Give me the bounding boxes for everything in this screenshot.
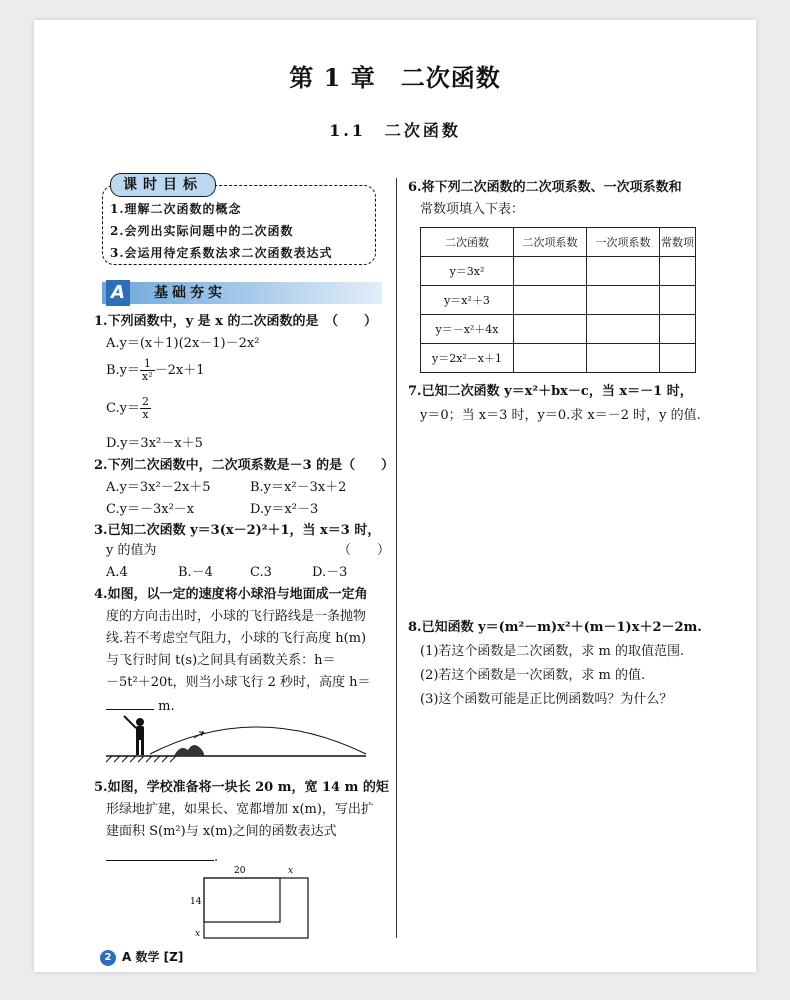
q8-part-2: (2)若这个函数是一次函数，求 m 的值. bbox=[420, 668, 646, 683]
table-cell-function: y＝2x²－x＋1 bbox=[421, 344, 514, 373]
fig-label-20: 20 bbox=[234, 866, 246, 876]
golfer-icon bbox=[124, 716, 144, 755]
q3-option-a: A.4 bbox=[106, 565, 128, 580]
page-number: 2 bbox=[100, 950, 116, 966]
table-cell-blank[interactable] bbox=[660, 286, 696, 315]
q1-option-a: A.y＝(x＋1)(2x－1)－2x² bbox=[106, 336, 260, 351]
q1-option-b: B.y＝ $\frac{1}{\text{x²}}$ －2x＋1 bbox=[106, 357, 205, 383]
table-header: 常数项 bbox=[660, 228, 696, 257]
table-cell-function: y＝3x² bbox=[421, 257, 514, 286]
section-banner-title: 基础夯实 bbox=[154, 285, 226, 301]
table-cell-function: y＝－x²＋4x bbox=[421, 315, 514, 344]
golf-parabola-figure bbox=[106, 710, 376, 770]
q5-line-3: 建面积 S(m²)与 x(m)之间的函数表达式 bbox=[106, 824, 337, 839]
q7-line-2: y＝0；当 x＝3 时，y＝0.求 x＝－2 时，y 的值. bbox=[420, 408, 701, 423]
table-row bbox=[421, 344, 696, 373]
table-row bbox=[421, 257, 696, 286]
q2-stem: 2.下列二次函数中，二次项系数是－3 的是（ ） bbox=[94, 458, 395, 473]
table-cell-blank[interactable] bbox=[660, 257, 696, 286]
table-cell-blank[interactable] bbox=[587, 257, 660, 286]
objective-item: 1.理解二次函数的概念 bbox=[110, 202, 242, 216]
fig-label-14: 14 bbox=[190, 897, 202, 907]
table-header: 一次项系数 bbox=[587, 228, 660, 257]
table-header: 二次函数 bbox=[421, 228, 514, 257]
objective-item: 2.会列出实际问题中的二次函数 bbox=[110, 224, 294, 238]
table-cell-blank[interactable] bbox=[587, 315, 660, 344]
table-cell-blank[interactable] bbox=[660, 344, 696, 373]
rectangle-figure bbox=[190, 862, 314, 944]
section-banner bbox=[102, 282, 382, 304]
table-cell-blank[interactable] bbox=[660, 315, 696, 344]
q5-line-2: 形绿地扩建，如果长、宽都增加 x(m)，写出扩 bbox=[106, 802, 374, 817]
q8-stem: 8.已知函数 y＝(m²－m)x²＋(m－1)x＋2－2m. bbox=[408, 620, 702, 635]
q1-option-c: C.y＝ $\frac{2}{x}$ bbox=[106, 395, 149, 421]
coefficient-table bbox=[420, 227, 696, 373]
q4-line-2: 度的方向击出时，小球的飞行路线是一条抛物 bbox=[106, 609, 367, 624]
q4-answer-line: m. bbox=[106, 695, 175, 717]
q4-line-5: －5t²＋20t，则当小球飞行 2 秒时，高度 h＝ bbox=[106, 675, 371, 690]
table-cell-blank[interactable] bbox=[587, 344, 660, 373]
q3-answer-paren: （ ） bbox=[338, 543, 391, 558]
q6-line-1: 6.将下列二次函数的二次项系数、一次项系数和 bbox=[408, 180, 682, 195]
q3-option-d: D.－3 bbox=[312, 565, 348, 580]
chapter-title: 第 1 章 二次函数 bbox=[289, 63, 501, 92]
fig-label-x-top: x bbox=[288, 866, 294, 876]
textbook-page bbox=[34, 20, 756, 972]
q2-option-c: C.y＝－3x²－x bbox=[106, 502, 195, 517]
table-row bbox=[421, 286, 696, 315]
q2-option-a: A.y＝3x²－2x＋5 bbox=[106, 480, 211, 495]
q8-part-1: (1)若这个函数是二次函数，求 m 的取值范围. bbox=[420, 644, 685, 659]
q7-line-1: 7.已知二次函数 y＝x²＋bx－c，当 x＝－1 时， bbox=[408, 384, 693, 399]
footer-text: A 数学 [Z] bbox=[122, 950, 184, 964]
table-header: 二次项系数 bbox=[514, 228, 587, 257]
q5-answer-blank[interactable] bbox=[106, 846, 214, 861]
q3-option-c: C.3 bbox=[250, 565, 272, 580]
table-cell-blank[interactable] bbox=[514, 315, 587, 344]
table-header-row bbox=[421, 228, 696, 257]
q3-line-1: 3.已知二次函数 y＝3(x－2)²＋1，当 x＝3 时， bbox=[94, 523, 381, 538]
section-badge: A bbox=[106, 280, 130, 306]
q5-line-1: 5.如图，学校准备将一块长 20 m，宽 14 m 的矩 bbox=[94, 780, 389, 795]
q8-part-3: (3)这个函数可能是正比例函数吗？为什么？ bbox=[420, 692, 673, 707]
q4-answer-blank[interactable] bbox=[106, 695, 154, 710]
table-cell-blank[interactable] bbox=[514, 286, 587, 315]
q4-line-1: 4.如图，以一定的速度将小球沿与地面成一定角 bbox=[94, 587, 368, 602]
table-cell-blank[interactable] bbox=[587, 286, 660, 315]
table-cell-function: y＝x²＋3 bbox=[421, 286, 514, 315]
q4-line-3: 线.若不考虑空气阻力，小球的飞行高度 h(m) bbox=[106, 631, 367, 646]
fig-label-x-left: x bbox=[195, 929, 201, 939]
q2-option-d: D.y＝x²－3 bbox=[250, 502, 319, 517]
q5-answer-line: . bbox=[106, 846, 218, 868]
q3-line-2: y 的值为 bbox=[106, 543, 157, 558]
q6-line-2: 常数项填入下表： bbox=[420, 202, 525, 217]
table-row bbox=[421, 315, 696, 344]
objectives-tab: 课时目标 bbox=[110, 173, 216, 197]
q2-option-b: B.y＝x²－3x＋2 bbox=[250, 480, 347, 495]
q1-option-d: D.y＝3x²－x＋5 bbox=[106, 436, 203, 451]
objective-item: 3.会运用待定系数法求二次函数表达式 bbox=[110, 246, 333, 260]
q1-stem: 1.下列函数中，y 是 x 的二次函数的是 （ ） bbox=[94, 314, 377, 329]
section-title: 1.1 二次函数 bbox=[329, 121, 461, 140]
table-cell-blank[interactable] bbox=[514, 257, 587, 286]
q3-option-b: B.－4 bbox=[178, 565, 213, 580]
column-divider bbox=[396, 178, 397, 938]
table-cell-blank[interactable] bbox=[514, 344, 587, 373]
q4-line-4: 与飞行时间 t(s)之间具有函数关系：h＝ bbox=[106, 653, 336, 668]
